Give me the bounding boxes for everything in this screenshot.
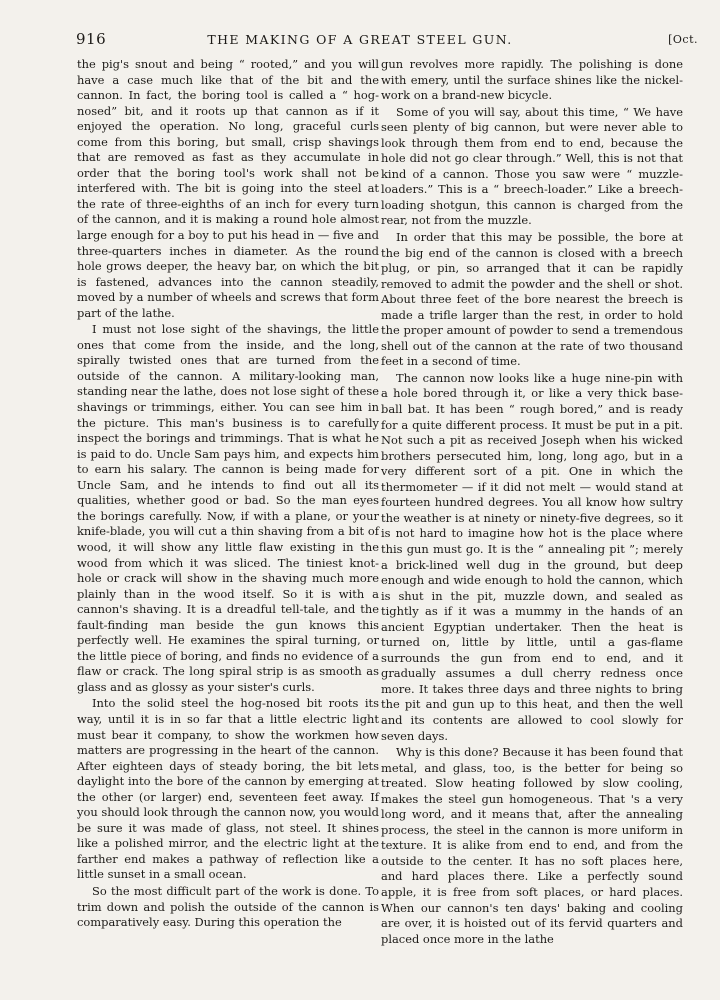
issue-month: [Oct. (668, 33, 698, 46)
paragraph: Into the solid steel the hog-nosed bit roots its way, until it is in so far that a little electric light must bear it company, to show the workmen how matters are progressing in the heart of the cannon. After eighteen days of steady boring, the bit lets daylight into the bore of the cannon by emerging at the other (or larger) end, seventeen feet away. If you should look through the cannon now, you would be sure it was made of glass, not steel. It shines like a polished mirror, and the electric light at the farther end makes a pathway of reflection like a little sunset in a small ocean. (77, 696, 379, 882)
running-title: THE MAKING OF A GREAT STEEL GUN. (207, 32, 513, 47)
page-number: 916 (76, 30, 107, 48)
paragraph: gun revolves more rapidly. The polishing is done with emery, until the surface shines like the nickel-work on a brand-new bicycle. (381, 57, 683, 103)
running-header (0, 30, 720, 52)
paragraph: The cannon now looks like a huge nine-pin with a hole bored through it, or like a very thick base-ball bat. It has been “ rough bored,” and is ready for a quite different process. It must be put in a pit. Not such a pit as received Joseph when his wicked brothers persecuted him, long, long ago, but in a very different sort of a pit. One in which the thermometer — if it did not melt — would stand at fourteen hundred degrees. You all know how sultry the weather is at ninety or ninety-five degrees, so it is not hard to imagine how hot is the place where this gun must go. It is the “ annealing pit ”; merely a brick-lined well dug in the ground, but deep enough and wide enough to hold the cannon, which is shut in the pit, muzzle down, and sealed as tightly as if it was a mummy in the hands of an ancient Egyptian undertaker. Then the heat is turned on, little by little, until a gas-flame surrounds the gun from end to end, and it gradually assumes a dull cherry redness once more. It takes three days and three nights to bring the pit and gun up to this heat, and then the well and its contents are allowed to cool slowly for seven days. (381, 370, 683, 743)
left-column (77, 57, 379, 931)
paragraph: In order that this may be possible, the bore at the big end of the cannon is closed with a breech plug, or pin, so arranged that it can be rapidly removed to admit the powder and the shell or shot. About three feet of the bore nearest the breech is made a trifle larger than the rest, in order to hold the proper amount of powder to send a tremendous shell out of the cannon at the rate of two thousand feet in a second of time. (381, 230, 683, 369)
paragraph: Some of you will say, about this time, “ We have seen plenty of big cannon, but were never able to look through them from end to end, because the hole did not go clear through.” Well, this is not that kind of a cannon. Those you saw were “ muzzle-loaders.” This is a “ breech-loader.” Like a breech-loading shotgun, this cannon is charged from the rear, not from the muzzle. (381, 104, 683, 228)
paragraph: Why is this done? Because it has been found that metal, and glass, too, is the better for being so treated. Slow heating followed by slow cooling, makes the steel gun homogeneous. That 's a very long word, and it means that, after the annealing process, the steel in the cannon is more uniform in texture. It is alike from end to end, and from the outside to the center. It has no soft places here, and hard places there. Like a perfectly sound apple, it is free from soft places, or hard places. When our cannon's ten days' baking and cooling are over, it is hoisted out of its fervid quarters and placed once more in the lathe (381, 745, 683, 946)
paragraph: the pig's snout and being “ rooted,” and you will have a case much like that of the bit and the cannon. In fact, the boring tool is called a “ hog-nosed” bit, and it roots up that cannon as if it enjoyed the operation. No long, graceful curls come from this boring, but small, crisp shavings that are removed as fast as they accumulate in order that the boring tool's work shall not be interfered with. The bit is going into the steel at the rate of three-eighths of an inch for every turn of the cannon, and it is making a round hole almost large enough for a boy to put his head in — five and three-quarters inches in diameter. As the round hole grows deeper, the heavy bar, on which the bit is fastened, advances into the cannon steadily, moved by a number of wheels and screws that form part of the lathe. (77, 57, 379, 320)
paragraph: I must not lose sight of the shavings, the little ones that come from the inside, and the long, spirally twisted ones that are turned from the outside of the cannon. A military-looking man, standing near the lathe, does not lose sight of these shavings or trimmings, either. You can see him in the picture. This man's business is to carefully inspect the borings and trimmings. That is what he is paid to do. Uncle Sam pays him, and expects him to earn his salary. The cannon is being made for Uncle Sam, and he intends to find out all its qualities, whether good or bad. So the man eyes the borings carefully. Now, if with a plane, or your knife-blade, you will cut a thin shaving from a bit of wood, it will show any little flaw existing in the wood from which it was sliced. The tiniest knot-hole or crack will show in the shaving much more plainly than in the wood itself. So it is with a cannon's shaving. It is a dreadful tell-tale, and the fault-finding man beside the gun knows this perfectly well. He examines the spiral turning, or the little piece of boring, and finds no evidence of a flaw or crack. The long spiral strip is as smooth as glass and as glossy as your sister's curls. (77, 322, 379, 694)
paragraph: So the most difficult part of the work is done. To trim down and polish the outside of the cannon is comparatively easy. During this operation the (77, 883, 379, 930)
right-column (381, 57, 683, 947)
